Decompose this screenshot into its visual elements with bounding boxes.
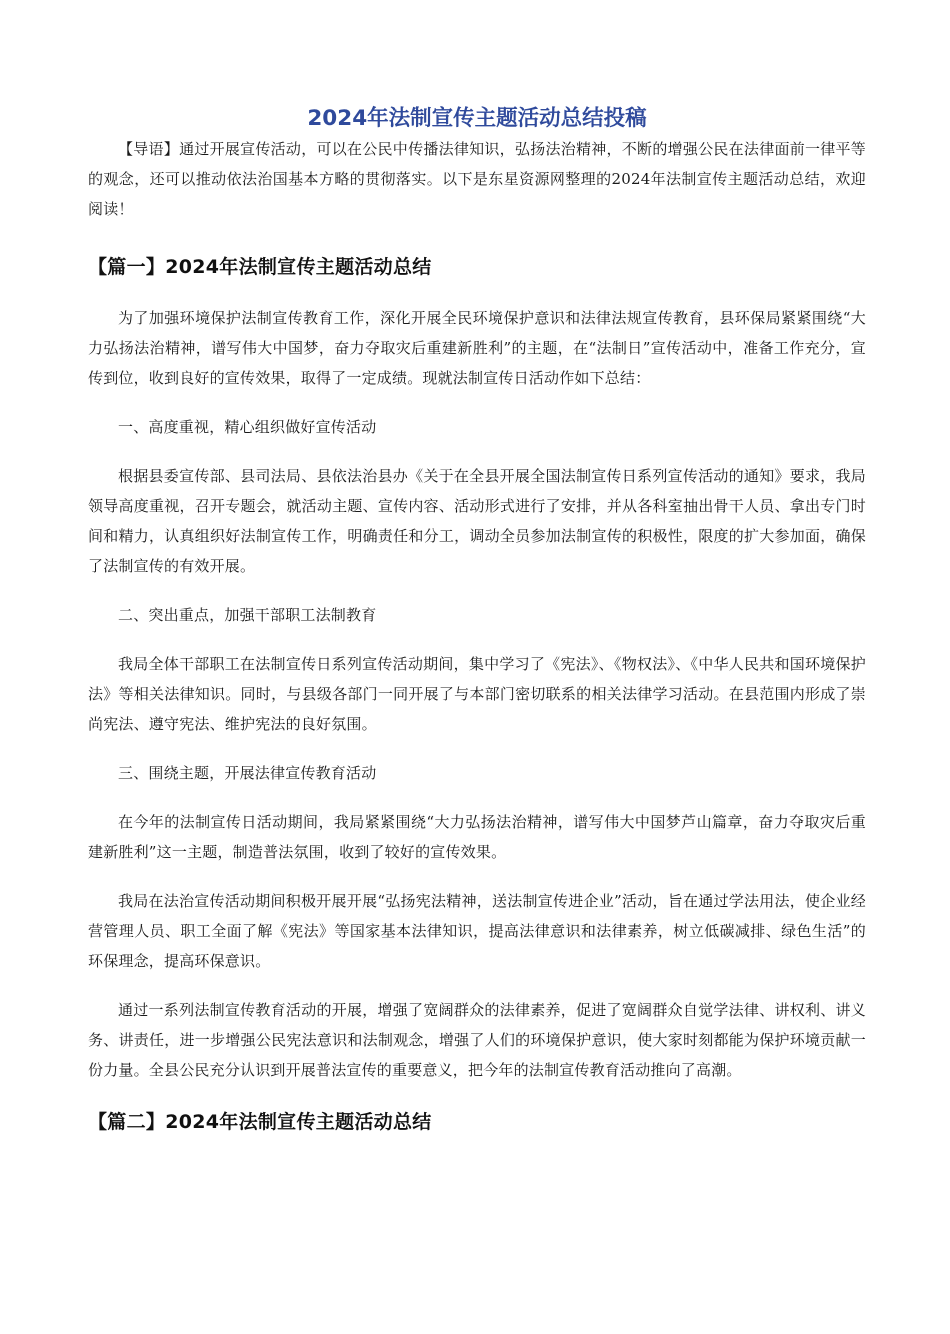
intro-paragraph: 【导语】通过开展宣传活动，可以在公民中传播法律知识，弘扬法治精神，不断的增强公民在法律面前一律平等的观念，还可以推动依法治国基本方略的贯彻落实。以下是东星资源网整理的2024年法制宣传主题活动总结，欢迎阅读！ <box>88 140 866 218</box>
document-page <box>0 104 950 1334</box>
paragraph: 我局全体干部职工在法制宣传日系列宣传活动期间，集中学习了《宪法》、《物权法》、《中华人民共和国环境保护法》等相关法律知识。同时，与县级各部门一同开展了与本部门密切联系的相关法律学习活动。在县范围内形成了崇尚宪法、遵守宪法、维护宪法的良好氛围。 <box>88 655 866 733</box>
subheading-2: 二、突出重点，加强干部职工法制教育 <box>118 606 377 624</box>
subheading-3: 三、围绕主题，开展法律宣传教育活动 <box>118 764 377 782</box>
subheading-1: 一、高度重视，精心组织做好宣传活动 <box>118 418 377 436</box>
section-heading-1: 【篇一】2024年法制宣传主题活动总结 <box>88 256 432 278</box>
document-title: 2024年法制宣传主题活动总结投稿 <box>307 106 647 131</box>
section-heading-2: 【篇二】2024年法制宣传主题活动总结 <box>88 1111 432 1133</box>
paragraph: 通过一系列法制宣传教育活动的开展，增强了宽阔群众的法律素养，促进了宽阔群众自觉学法律、讲权利、讲义务、讲责任，进一步增强公民宪法意识和法制观念，增强了人们的环境保护意识，使大家时刻都能为保护环境贡献一份力量。全县公民充分认识到开展普法宣传的重要意义，把今年的法制宣传教育活动推向了高潮。 <box>88 1001 866 1079</box>
paragraph: 为了加强环境保护法制宣传教育工作，深化开展全民环境保护意识和法律法规宣传教育，县环保局紧紧围绕“大力弘扬法治精神，谱写伟大中国梦，奋力夺取灾后重建新胜利”的主题，在“法制日”宣传活动中，准备工作充分，宣传到位，收到良好的宣传效果，取得了一定成绩。现就法制宣传日活动作如下总结： <box>88 309 866 387</box>
paragraph: 根据县委宣传部、县司法局、县依法治县办《关于在全县开展全国法制宣传日系列宣传活动的通知》要求，我局领导高度重视，召开专题会，就活动主题、宣传内容、活动形式进行了安排，并从各科室抽出骨干人员、拿出专门时间和精力，认真组织好法制宣传工作，明确责任和分工，调动全员参加法制宣传的积极性，限度的扩大参加面，确保了法制宣传的有效开展。 <box>88 467 866 575</box>
paragraph: 我局在法治宣传活动期间积极开展开展“弘扬宪法精神，送法制宣传进企业”活动，旨在通过学法用法，使企业经营管理人员、职工全面了解《宪法》等国家基本法律知识，提高法律意识和法律素养，树立低碳减排、绿色生活”的环保理念，提高环保意识。 <box>88 892 866 970</box>
paragraph: 在今年的法制宣传日活动期间，我局紧紧围绕“大力弘扬法治精神，谱写伟大中国梦芦山篇章，奋力夺取灾后重建新胜利”这一主题，制造普法氛围，收到了较好的宣传效果。 <box>88 813 866 861</box>
